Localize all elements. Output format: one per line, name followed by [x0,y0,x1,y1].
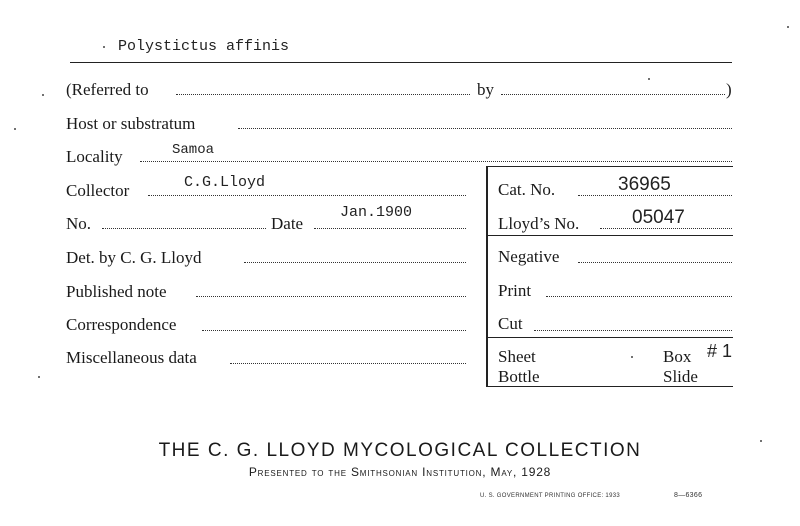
collection-title: THE C. G. LLOYD MYCOLOGICAL COLLECTION [158,440,642,461]
bottle-label: Bottle [498,367,540,386]
printing-office-note: U. S. GOVERNMENT PRINTING OFFICE: 1933 [480,493,620,499]
print-label: Print [498,281,532,300]
misc-data-label: Miscellaneous data [66,348,197,367]
date-line [314,228,466,229]
form-number: 8—6366 [674,492,703,499]
collector-label: Collector [66,181,130,200]
cut-line [534,330,732,331]
scan-speck [631,356,633,358]
right-box-lower-rule [486,337,733,338]
misc-data-line [230,363,466,364]
cut-label: Cut [498,314,523,333]
scan-speck [103,46,105,48]
host-label: Host or substratum [66,114,196,133]
right-box-bottom-rule [486,386,733,387]
right-box-mid-rule [486,235,733,236]
locality-line [140,161,732,162]
referred-to-line [176,94,470,95]
det-by-line [244,262,466,263]
no-line [102,228,266,229]
sheet-label: Sheet [498,347,536,366]
by-line [501,94,725,95]
lloyds-no-label: Lloyd’s No. [498,214,580,233]
correspondence-line [202,330,466,331]
collector-line [148,195,466,196]
negative-label: Negative [498,247,560,266]
footer-title-wrap [0,441,800,461]
det-by-label: Det. by C. G. Lloyd [66,248,202,267]
cat-no-value: 36965 [618,174,671,195]
locality-label: Locality [66,147,123,166]
lloyds-no-value: 05047 [632,207,685,228]
print-line [546,296,732,297]
top-rule [70,62,732,63]
by-label: by [477,80,494,99]
referred-to-label: (Referred to [66,80,149,99]
scan-speck [14,128,16,130]
scan-speck [760,440,762,442]
negative-line [578,262,732,263]
close-paren: ) [726,80,732,99]
box-label: Box [663,347,692,366]
species-name: Polystictus affinis [118,38,290,55]
right-box-divider [486,166,488,386]
correspondence-label: Correspondence [66,315,177,334]
no-label: No. [66,214,92,233]
scan-speck [38,376,40,378]
box-value: # 1 [707,341,733,361]
right-box-top-rule [486,166,733,167]
scan-speck [648,78,650,80]
locality-value: Samoa [172,142,215,158]
published-note-label: Published note [66,282,167,301]
published-note-line [196,296,466,297]
footer-subtitle-wrap [0,463,800,481]
scan-speck [42,94,44,96]
date-label: Date [271,214,304,233]
collector-value: C.G.Lloyd [184,174,266,191]
scan-speck [787,26,789,28]
host-line [238,128,732,129]
slide-label: Slide [663,367,698,386]
collection-subtitle: Presented to the Smithsonian Institution, May, 1928 [248,465,552,479]
date-value: Jan.1900 [340,204,413,221]
cat-no-label: Cat. No. [498,180,556,199]
